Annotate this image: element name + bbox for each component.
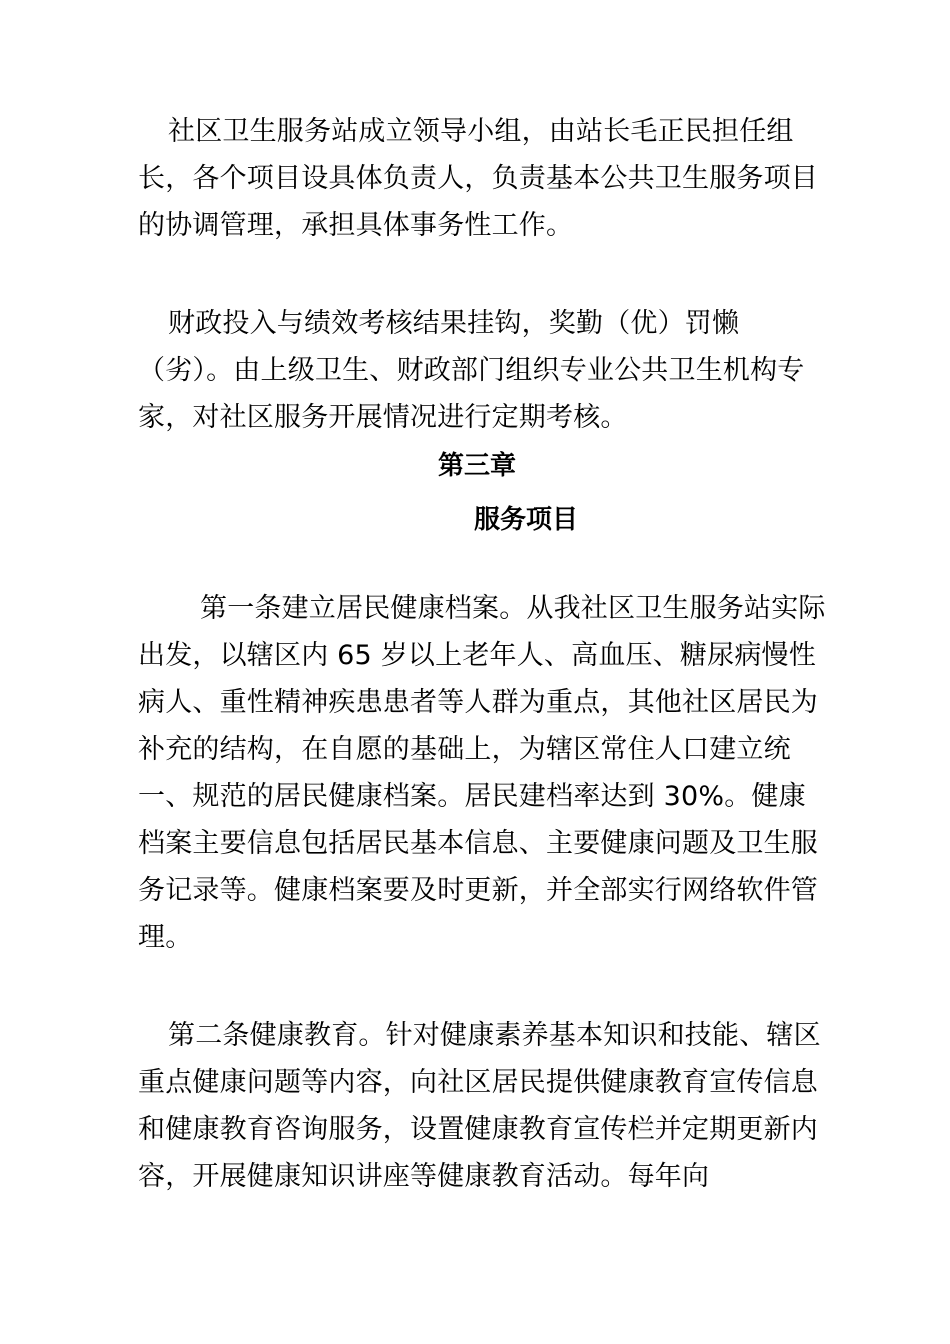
article-health-education: 第二条健康教育。针对健康素养基本知识和技能、辖区重点健康问题等内容，向社区居民提供健康教育宣传信息和健康教育咨询服务，设置健康教育宣传栏并定期更新内容，开展健康知识讲座等健康教育活动。每年向 xyxy=(138,1020,821,1192)
chapter-number: 第三章 xyxy=(438,451,517,481)
paragraph-funding-assessment: 财政投入与绩效考核结果挂钩，奖勤（优）罚懒（劣）。由上级卫生、财政部门组织专业公共卫生机构专家，对社区服务开展情况进行定期考核。 xyxy=(138,308,805,433)
paragraph-leadership-group: 社区卫生服务站成立领导小组，由站长毛正民担任组长，各个项目设具体负责人，负责基本公共卫生服务项目的协调管理，承担具体事务性工作。 xyxy=(138,116,818,241)
article-health-records: 第一条建立居民健康档案。从我社区卫生服务站实际出发，以辖区内 65 岁以上老年人、高血压、糖尿病慢性病人、重性精神疾患患者等人群为重点，其他社区居民为补充的结构，在自愿的基础上，为辖区常住人口建立统一、规范的居民健康档案。居民建档率达到 30%。健康档案主要信息包括居民基本信息、主要健康问题及卫生服务记录等。健康档案要及时更新，并全部实行网络软件管理。 xyxy=(138,593,826,953)
chapter-title: 服务项目 xyxy=(474,505,579,535)
